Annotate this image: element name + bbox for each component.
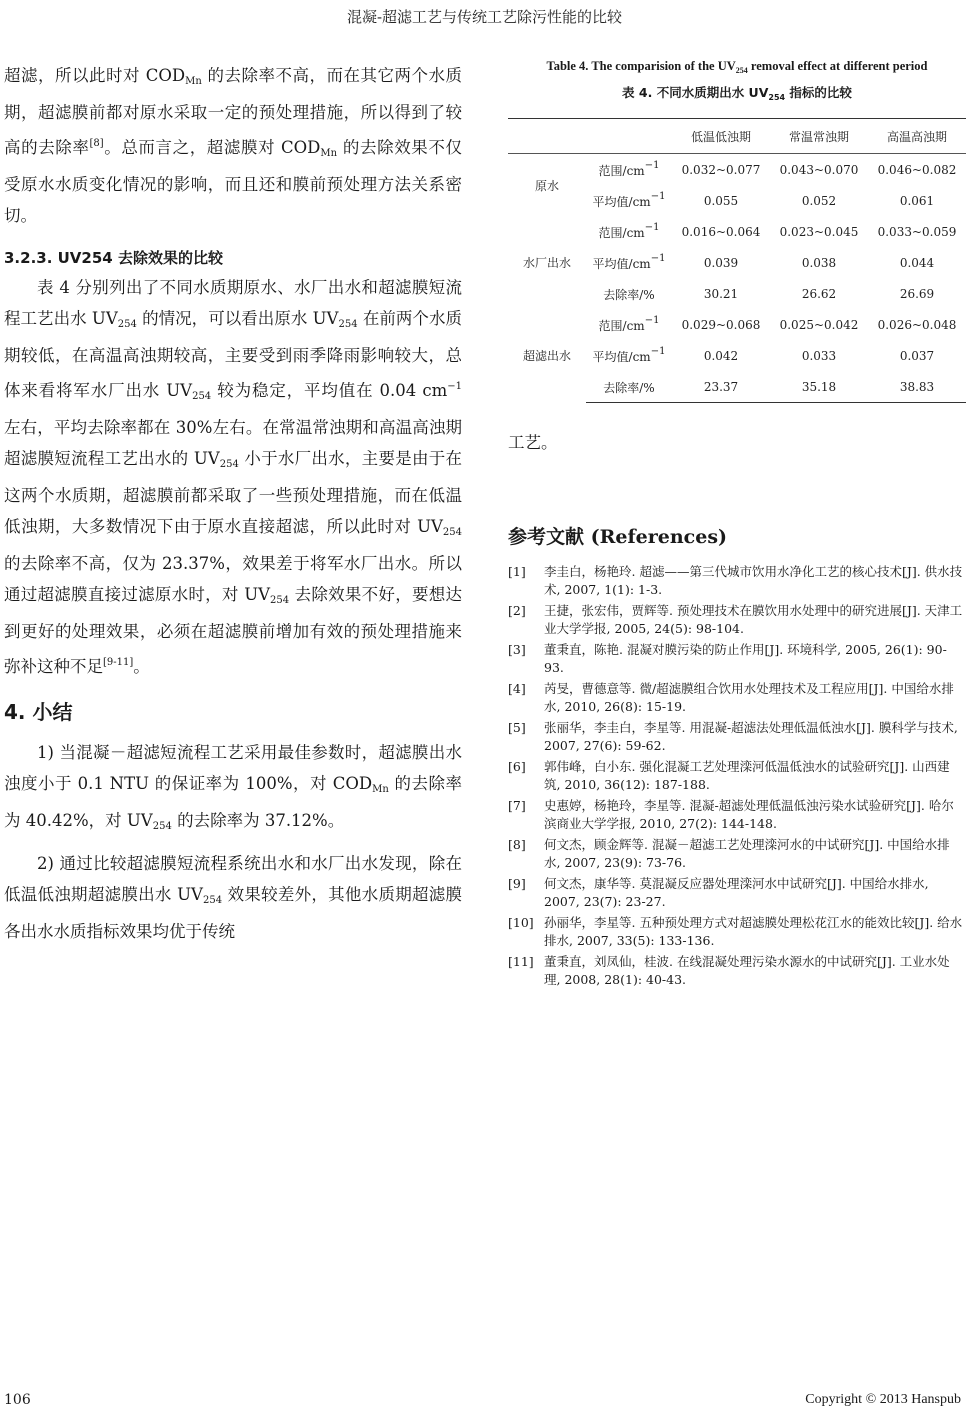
table-cell: 0.029~0.068 — [681, 317, 761, 332]
reference-item: [3] 董秉直，陈艳. 混凝对膜污染的防止作用[J]. 环境科学, 2005, 26(1): 90-93. — [508, 642, 947, 675]
reference-list — [508, 563, 966, 989]
table-header-row — [508, 119, 966, 154]
column-header: 高温高浊期 — [868, 119, 966, 154]
paragraph-uv254-discussion: 表 4 分别列出了不同水质期原水、水厂出水和超滤膜短流程工艺出水 $UV_{254}$ 的情况，可以看出原水 $UV_{254}$ 在前两个水质期较低，在高温高浊期较高，主要受到雨季降雨影响较大，总体来看将军水厂出水 $UV_{254}$ 较为稳定，平均值在 0.04 $cm^{-1}$ 左右，平均去除率都在 30%左右。在常温常浊期和高温高浊期超滤膜短流程工艺出水的 $UV_{254}$ 小于水厂出水，主要是由于在这两个水质期，超滤膜前都采取了一些预处理措施，而在低温低浊期，大多数情况下由于原水直接超滤，所以此时对 $UV_{254}$ 的去除率不高，仅为 23.37%，效果差于将军水厂出水。所以通过超滤膜直接过滤原水时，对 $UV_{254}$ 去除效果不好，要想达到更好的处理效果，必须在超滤膜前增加有效的预处理措施来弥补这种不足[9-11]。 — [4, 278, 462, 676]
table-row — [508, 154, 966, 186]
reference-item: [6] 郭伟峰，白小东. 强化混凝工艺处理滦河低温低浊水的试验研究[J]. 山西建筑, 2010, 36(12): 187-188. — [508, 759, 950, 792]
table-cell: 26.62 — [801, 286, 837, 301]
table-cell: 0.061 — [899, 193, 935, 208]
reference-item: [5] 张丽华，李圭白，李星等. 用混凝-超滤法处理低温低浊水[J]. 膜科学与技术, 2007, 27(6): 59-62. — [508, 720, 958, 753]
column-header: 常温常浊期 — [770, 119, 868, 154]
copyright-notice: Copyright © 2013 Hanspub — [805, 1392, 961, 1407]
table-row — [508, 309, 966, 340]
row-label: 平均值$/cm^{-1}$ — [592, 191, 666, 209]
paragraph-continuation: 工艺。 — [508, 433, 558, 452]
table-cell: 26.69 — [899, 286, 935, 301]
page-number: 106 — [4, 1392, 31, 1408]
reference-item: [11] 董秉直，刘凤仙，桂波. 在线混凝处理污染水源水的中试研究[J]. 工业水处理, 2008, 28(1): 40-43. — [508, 954, 950, 987]
reference-item: [7] 史惠婷，杨艳玲，李星等. 混凝-超滤处理低温低浊污染水试验研究[J]. 哈尔滨商业大学学报, 2010, 27(2): 144-148. — [508, 798, 954, 831]
table-cell: 0.033~0.059 — [877, 224, 957, 239]
row-label: 范围$/cm^{-1}$ — [598, 160, 660, 178]
row-label: 去除率/% — [586, 371, 672, 403]
table-cell: 0.026~0.048 — [877, 317, 957, 332]
right-column — [508, 58, 966, 992]
references-heading: 参考文献 (References) — [508, 526, 728, 548]
table-header-empty — [586, 119, 672, 154]
group-label: 水厂出水 — [522, 256, 571, 270]
reference-item: [1] 李圭白，杨艳玲. 超滤——第三代城市饮用水净化工艺的核心技术[J]. 供水技术, 2007, 1(1): 1-3. — [508, 564, 963, 597]
table-cell: 0.042 — [703, 348, 739, 363]
table-cell: 0.023~0.045 — [779, 224, 859, 239]
row-label: 平均值$/cm^{-1}$ — [592, 253, 666, 271]
group-label: 超滤出水 — [522, 349, 571, 364]
table-cell: 0.033 — [801, 348, 837, 363]
paragraph-conclusion-1: 1) 当混凝－超滤短流程工艺采用最佳参数时，超滤膜出水浊度小于 0.1 NTU 的保证率为 100%，对 $COD_{Mn}$ 的去除率为 40.42%，对 $UV_{254}$ 的去除率为 37.12%。 — [4, 743, 462, 832]
paragraph-codmn-summary: 超滤，所以此时对 $COD_{Mn}$ 的去除率不高，而在其它两个水质期，超滤膜前都对原水采取一定的预处理措施，所以得到了较高的去除率[8]。总而言之，超滤膜对 $COD_{Mn}$ 的去除效果不仅受原水水质变化情况的影响，而且还和膜前预处理方法关系密切。 — [4, 66, 462, 225]
row-label: 平均值$/cm^{-1}$ — [592, 346, 666, 364]
column-header: 低温低浊期 — [672, 119, 770, 154]
row-label: 范围$/cm^{-1}$ — [598, 315, 660, 333]
table-cell: 35.18 — [770, 371, 868, 403]
table-cell: 0.039 — [703, 255, 739, 270]
table-cell: 0.032~0.077 — [681, 162, 761, 177]
table-cell: 0.055 — [703, 193, 739, 208]
section-heading-3-2-3: 3.2.3. UV254 去除效果的比较 — [4, 249, 223, 267]
table-cell: 0.044 — [899, 255, 935, 270]
uv254-comparison-table — [508, 118, 966, 403]
left-column — [4, 60, 462, 947]
table-cell: 0.038 — [801, 255, 837, 270]
table-cell: 30.21 — [703, 286, 739, 301]
table-caption-chinese: 表 4. 不同水质期出水 $UV_{254}$ 指标的比较 — [622, 85, 852, 102]
reference-item: [9] 何文杰，康华等. 莫混凝反应器处理滦河水中试研究[J]. 中国给水排水, 2007, 23(7): 23-27. — [508, 876, 929, 909]
reference-item: [8] 何文杰，顾金辉等. 混凝－超滤工艺处理滦河水的中试研究[J]. 中国给水排水, 2007, 23(9): 73-76. — [508, 837, 950, 870]
reference-item: [4] 芮旻，曹德意等. 微/超滤膜组合饮用水处理技术及工程应用[J]. 中国给水排水, 2010, 26(8): 15-19. — [508, 681, 954, 714]
reference-item: [10] 孙丽华，李星等. 五种预处理方式对超滤膜处理松花江水的能效比较[J]. 给水排水, 2007, 33(5): 133-136. — [508, 915, 963, 948]
row-label: 范围$/cm^{-1}$ — [598, 222, 660, 240]
section-heading-4: 4. 小结 — [4, 700, 73, 724]
paragraph-conclusion-2: 2) 通过比较超滤膜短流程系统出水和水厂出水发现，除在低温低浊期超滤膜出水 $UV_{254}$ 效果较差外，其他水质期超滤膜各出水水质指标效果均优于传统 — [4, 854, 462, 941]
table-cell: 0.037 — [899, 348, 935, 363]
table-cell: 0.052 — [801, 193, 837, 208]
table-caption-english: Table 4. The comparision of the $UV_{254}$ removal effect at different period — [546, 59, 928, 75]
table-cell: 0.046~0.082 — [877, 162, 957, 177]
table-cell: 0.016~0.064 — [681, 224, 761, 239]
table-cell: 23.37 — [672, 371, 770, 403]
table-cell: 0.043~0.070 — [779, 162, 859, 177]
reference-item: [2] 王捷，张宏伟，贾辉等. 预处理技术在膜饮用水处理中的研究进展[J]. 天津工业大学学报, 2005, 24(5): 98-104. — [508, 603, 963, 636]
row-label: 去除率/% — [603, 288, 655, 302]
table-header-empty — [508, 119, 586, 154]
table-cell: 0.025~0.042 — [779, 317, 859, 332]
running-header: 混凝-超滤工艺与传统工艺除污性能的比较 — [346, 8, 623, 26]
table-cell: 38.83 — [868, 371, 966, 403]
group-label: 原水 — [534, 178, 559, 193]
table-row — [508, 216, 966, 247]
